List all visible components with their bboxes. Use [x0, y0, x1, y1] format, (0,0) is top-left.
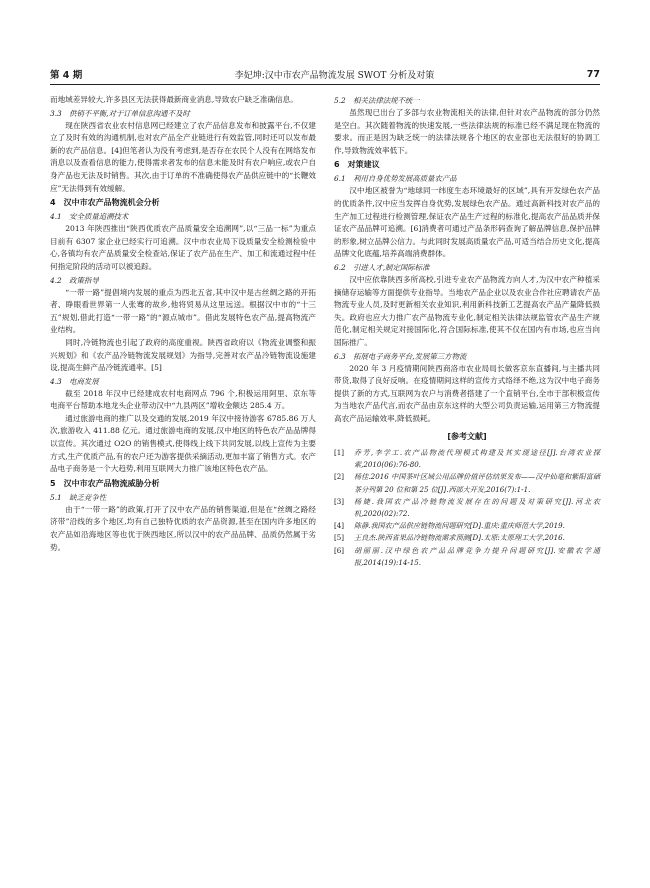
- reference-number: [2]: [334, 472, 345, 482]
- reference-item: [334, 471, 600, 495]
- paragraph: 虽然现已出台了多部与农业物流相关的法律,但针对农产品物流的部分仍然是空白。其次随着物流的快速发展,一些法律法规的标准已经不满足现在物流的要求。而正是因为缺乏统一的法律法规各个地区的农业部也无法很好的协调工作,导致物流效率低下。: [334, 108, 600, 155]
- reference-list: [334, 447, 600, 569]
- paragraph: 同时,冷链物流也引起了政府的高度重视。陕西省政府以《物流业调整和振兴规划》和《农产品冷链物流发展规划》为指导,完善对农产品冷链物流设施建设,提高生鲜产品冷链流通率。[5]: [50, 337, 316, 373]
- running-title: 李妃坤:汉中市农产品物流发展 SWOT 分析及对策: [234, 70, 435, 81]
- issue-number: 第 4 期: [50, 70, 83, 81]
- header-rule: [50, 84, 600, 85]
- section-heading-6-3: 6.3 拓展电子商务平台,发展第三方物流: [334, 351, 467, 361]
- section-heading-5: 5 汉中市农产品物流威胁分析: [50, 478, 160, 488]
- reference-text: 陈静.我国农产品供应链物流问题研究[D].重庆:重庆师范大学,2019.: [354, 521, 565, 531]
- section-heading-4-2: 4.2 政策指导: [50, 275, 99, 285]
- paragraph: 汉中应依靠陕西多所高校,引进专业农产品物流方向人才,为汉中农产种植采摘储存运输等方面提供专业指导。当地农产品企业以及农业合作社应聘请农产品物流专业人员,及时更新相关农业知识,利用新科技新工艺提高农产品产量降低损失。政府也应大力推广农产品物流专业化,制定相关法律法规监管农产品生产规范化,制定相关规定对接国际化,符合国际标准,使其不仅在国内有市场,也应当向国际推广。: [334, 274, 600, 347]
- reference-number: [4]: [334, 521, 345, 531]
- paragraph: 现在陕西省农业农村信息网已经建立了农产品信息发布和披露平台,不仅建立了及时有效的沟通机制,也对农产品全产业链进行有效监管,同时还可以发布最新的农产品信息。[4]但笔者认为没有考虑到,是否存在农民个人没有在网络发布消息以及查看信息的能力,使得需求者发布的信息未能及时有农户响应,或农户自身产品也无法及时销售。其次,由于订单的不准确使得农产品供应链中的“长鞭效应”无法得到有效缓解。: [50, 120, 316, 193]
- reference-text: 胡丽丽.汉中绿色农产品品牌竞争力提升问题研究[J].安徽农学通报,2014(19):14-15.: [354, 545, 600, 567]
- reference-text: 王良杰.陕西省果品冷链物流需求预测[D].太原:太原理工大学,2016.: [354, 533, 565, 543]
- paragraph: 通过旅游电商的推广以及交通的发展,2019 年汉中接待游客 6785.86 万人次,旅游收入 411.88 亿元。通过旅游电商的发展,汉中地区的特色农产品品牌得以宣传。其次通过 O2O 的销售模式,使得线上线下共同发展,以线上宣传为主要方式,生产优质产品,有的农户还为游客提供采摘活动,更加丰富了销售方式。农产品电子商务是一个大趋势,利用互联网大力推广该地区特色农产品。: [50, 413, 316, 474]
- paragraph: 截至 2018 年汉中已经建成农村电商网点 796 个,积极运用阿里、京东等电商平台帮助本地龙头企业带动汉中“九县两区”增收金额达 285.4 万。: [50, 388, 316, 411]
- section-heading-4-1: 4.1 安全质量追溯技术: [50, 212, 129, 222]
- right-column: [334, 94, 600, 569]
- reference-item: [334, 545, 600, 569]
- reference-number: [5]: [334, 533, 345, 543]
- section-heading-4: 4 汉中市农产品物流机会分析: [50, 198, 160, 208]
- reference-number: [1]: [334, 448, 345, 458]
- section-heading-6-1: 6.1 利用自身优势发展高质量农产品: [334, 174, 457, 184]
- reference-item: [334, 496, 600, 520]
- paragraph: 汉中地区被誉为“地球同一纬度生态环境最好的区域”,具有开发绿色农产品的优质条件,汉中应当发挥自身优势,发展绿色农产品。通过高新科技对农产品的生产加工过程进行检测管理,保证农产品生产过程的标准化,提高农产品品质并保证农产品品牌可追溯。[6]消费者可通过产品条形码查询了解品牌信息,保护品牌的形象,树立品牌公信力。与此同时发展高质量农产品,可适当结合历史文化,提高品牌文化底蕴,培养高端消费群体。: [334, 186, 600, 259]
- paragraph: 2013 年陕西推出“陕西优质农产品质量安全追溯网”,以“三品一标”为重点目前有 6307 家企业已经实行可追溯。汉中市农业局下设质量安全检测检验中心,各镇均有农产品质量安全检查站,保证了农产品在生产、加工和流通过程中任何指定阶段的活动可以被追踪。: [50, 224, 316, 271]
- reference-number: [3]: [334, 496, 345, 506]
- left-column: [50, 94, 316, 554]
- reference-text: 乔芳,李学工.农产品物流代理模式构建及其实现途径[J].台湾农业探索,2010(06):76-80.: [354, 448, 600, 470]
- reference-item: [334, 447, 600, 471]
- section-heading-6-2: 6.2 引进人才,制定国际标准: [334, 262, 430, 272]
- reference-text: 杨婕.我国农产品冷链物流发展存在的问题及对策研究[J].河北农机,2020(02):72.: [354, 496, 600, 519]
- paragraph: “一带一路”提倡境内发展的重点为西北五省,其中汉中是古丝绸之路的开拓者、睁眼看世界第一人张骞的故乡,他将贸易从这里远送。根据汉中市的“十三五”规划,借此打造“一带一路”的“源点城市”。借此发展特色农产品,提高物流产业结构。: [50, 287, 316, 335]
- section-heading-3-3: 3.3 供销不平衡,对于订单信息沟通不及时: [50, 108, 190, 118]
- reference-item: [334, 532, 600, 544]
- reference-item: [334, 520, 600, 532]
- reference-text: 杨佳.2016 中国茶叶区域公用品牌价值评估结果发布——汉中仙毫和紫阳富硒茶分列第 20 位和第 25 位[J].西部大开发,2016(7):1-1.: [354, 472, 600, 494]
- section-heading-5-1: 5.1 缺乏竞争性: [50, 492, 107, 502]
- paragraph: 2020 年 3 月疫情期间陕西商洛市农业局局长做客京东直播间,与主播共同带货,取得了良好反响。在疫情期间这样的宣传方式络绎不绝,这为汉中电子商务提供了新的方式,互联网为农户与消费者搭建了一个直销平台,全市于部积极宣传为当地农产品代言,而农产品由京东这样的大型公司负责运输,运用第三方物流提高农产品运输效率,降低损耗。: [334, 363, 600, 423]
- paragraph: 由于“一带一路”的政策,打开了汉中农产品的销售渠道,但是在“丝绸之路经济带”沿线的多个地区,均有自己独特优质的农产品资源,甚至在国内许多地区的农产品如沿海地区等也优于陕西地区,所以汉中的农产品品牌、品质仍然属于劣势。: [50, 504, 316, 552]
- page-number: 77: [586, 68, 600, 80]
- section-heading-4-3: 4.3 电商发展: [50, 376, 99, 386]
- reference-number: [6]: [334, 545, 345, 555]
- page-header: [50, 66, 600, 82]
- paragraph: 而地域差异较大,许多县区无法获得最新商业消息,导致农户缺乏准确信息。: [50, 95, 298, 104]
- section-heading-6: 6 对策建议: [334, 160, 380, 170]
- section-heading-5-2: 5.2 相关法律法规不统一: [334, 96, 420, 105]
- references-title: [参考文献]: [447, 432, 487, 442]
